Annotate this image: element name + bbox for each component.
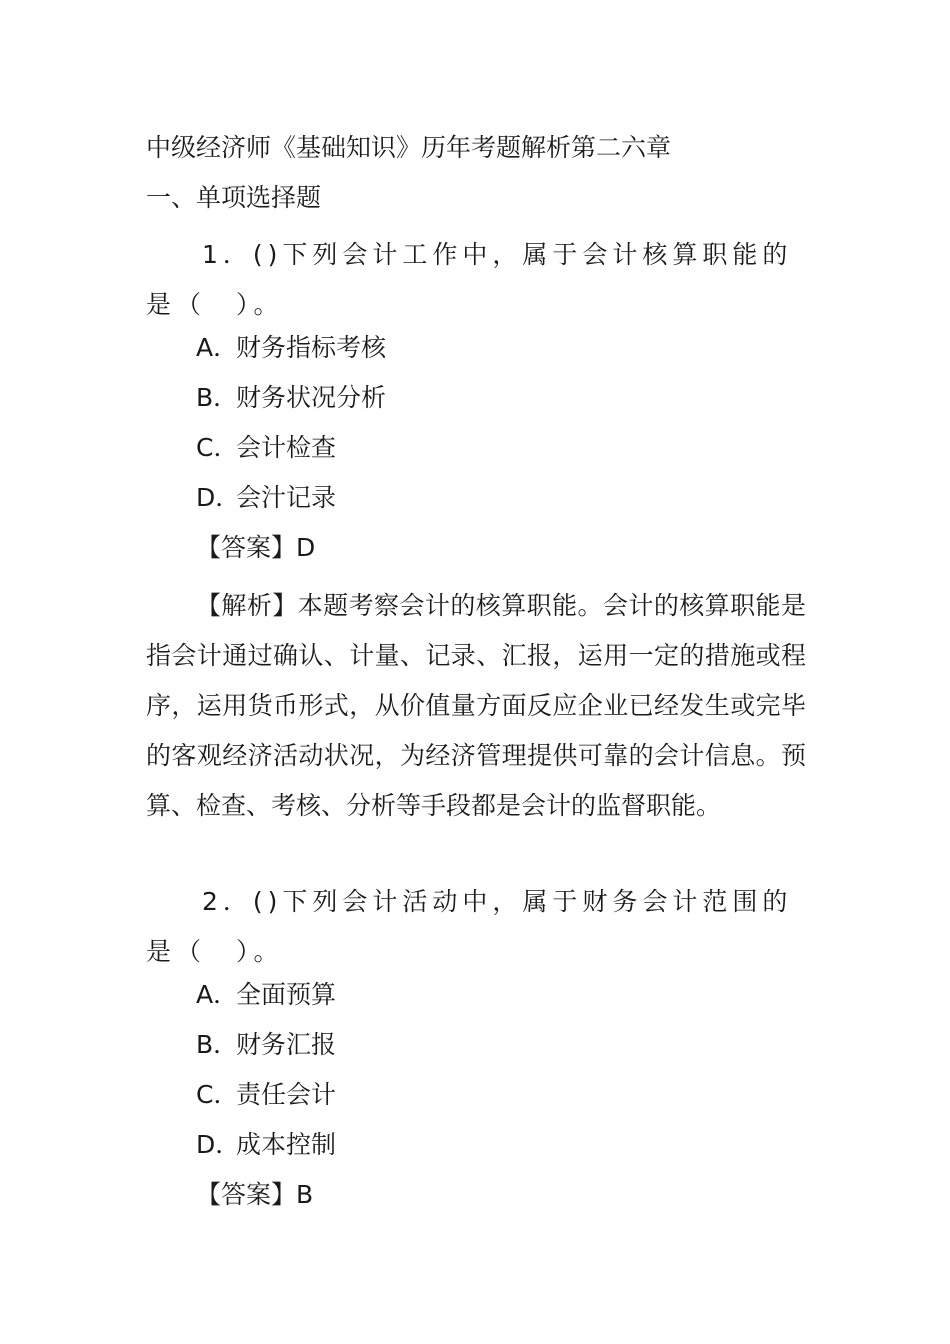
option-key: C． <box>196 433 239 462</box>
question-2-option-b <box>196 1028 336 1062</box>
option-key: C． <box>196 1080 239 1109</box>
question-1-answer: 【答案】D <box>196 533 316 562</box>
option-key: A． <box>196 980 239 1009</box>
option-key: B． <box>196 1030 239 1059</box>
option-text: 会汁记录 <box>236 483 337 512</box>
option-key: D． <box>196 483 241 512</box>
option-text: 财务汇报 <box>236 1030 337 1059</box>
question-1-option-a <box>196 331 386 365</box>
section-heading: 一、单项选择题 <box>146 183 322 212</box>
option-text: 成本控制 <box>236 1130 337 1159</box>
question-1-option-d <box>196 481 336 515</box>
option-text: 财务状况分析 <box>236 383 387 412</box>
option-text: 责任会计 <box>236 1080 337 1109</box>
option-text: 财务指标考核 <box>236 333 387 362</box>
option-text: 全面预算 <box>236 980 337 1009</box>
question-2-option-c <box>196 1078 336 1112</box>
question-1-option-b <box>196 381 386 415</box>
question-2-answer: 【答案】B <box>196 1180 314 1209</box>
question-1-stem: 1．()下列会计工作中，属于会计核算职能的是（ ）。 <box>146 240 793 319</box>
option-key: A． <box>196 333 239 362</box>
document-title: 中级经济师《基础知识》历年考题解析第二六章 <box>146 133 672 162</box>
option-key: D． <box>196 1130 241 1159</box>
question-1-explanation: 【解析】本题考察会计的核算职能。会计的核算职能是指会计通过确认、计量、记录、汇报，运用一定的措施或程序，运用货币形式，从价值量方面反应企业已经发生或完毕的客观经济活动状况，为经济管理提供可靠的会计信息。预算、检查、考核、分析等手段都是会计的监督职能。 <box>146 591 806 820</box>
question-2-stem: 2．()下列会计活动中，属于财务会计范围的是（ ）。 <box>146 887 793 966</box>
option-key: B． <box>196 383 239 412</box>
question-2-option-a <box>196 978 336 1012</box>
option-text: 会计检查 <box>236 433 337 462</box>
question-2-option-d <box>196 1128 336 1162</box>
question-1-option-c <box>196 431 336 465</box>
